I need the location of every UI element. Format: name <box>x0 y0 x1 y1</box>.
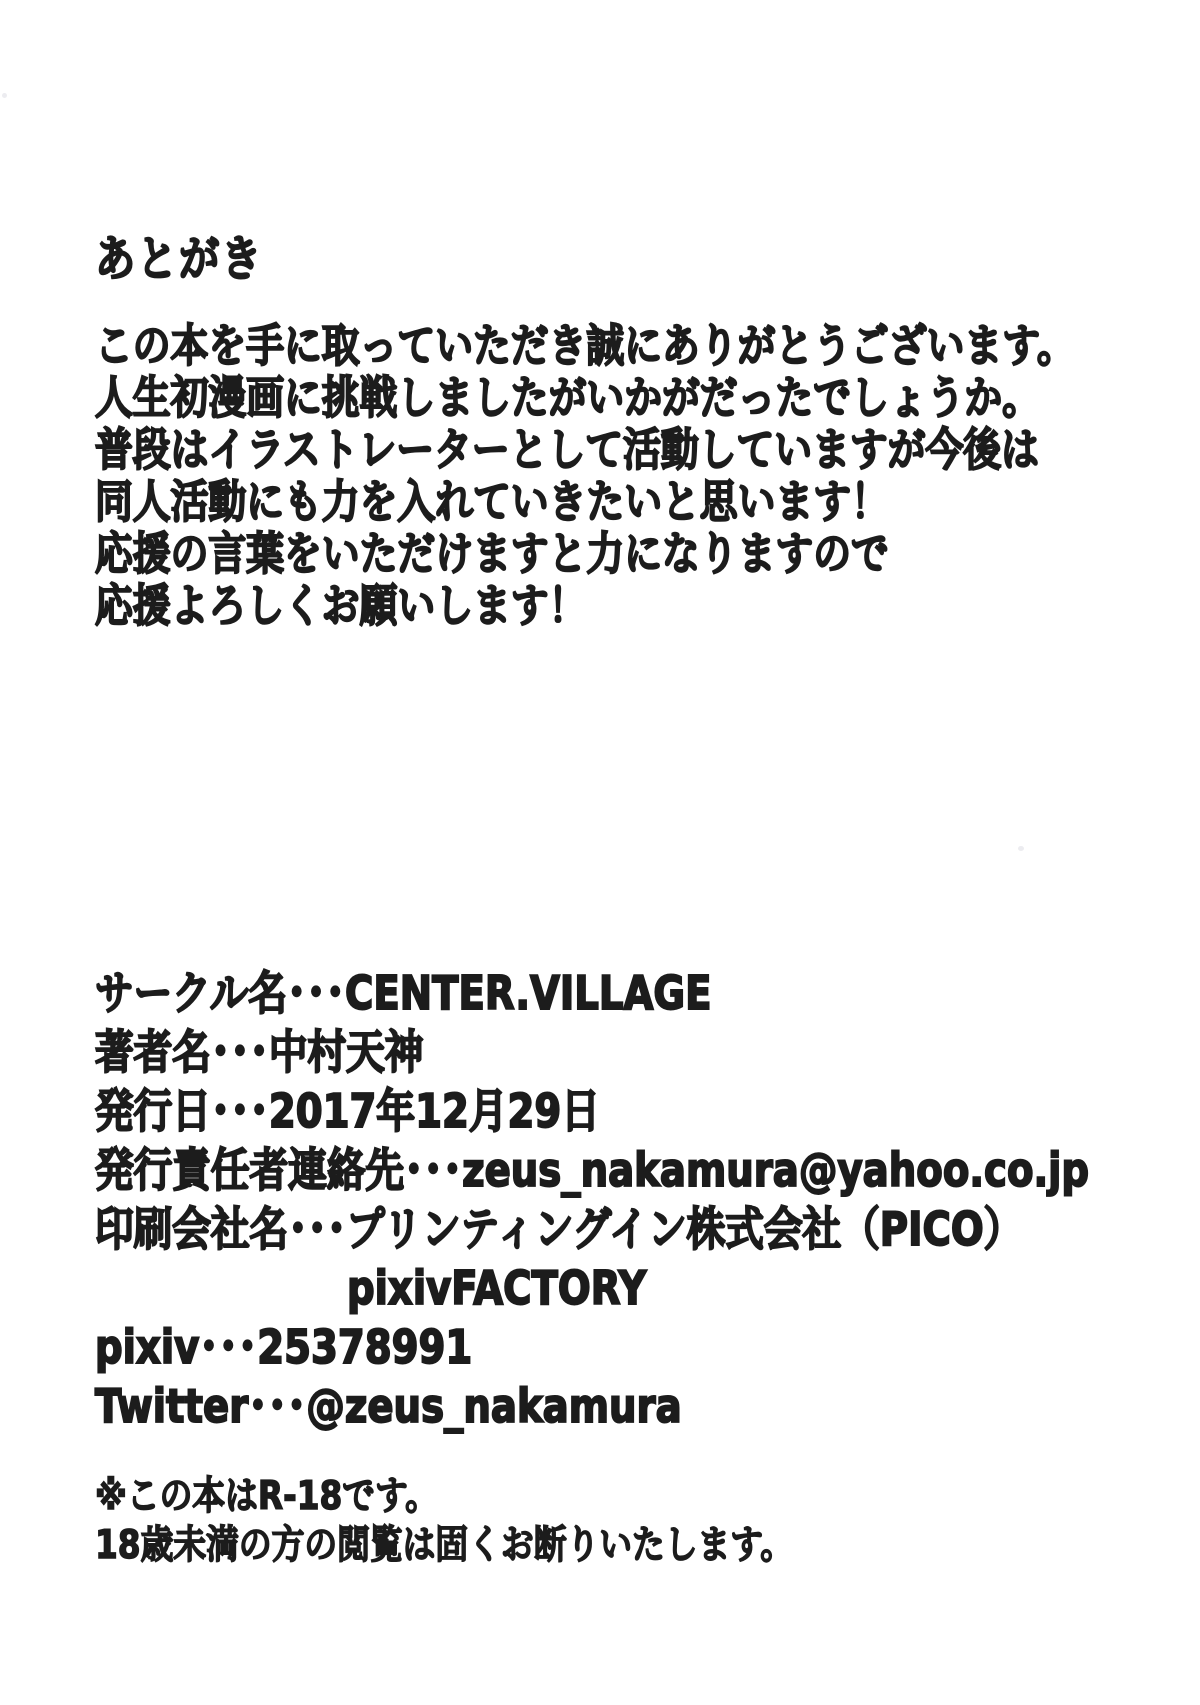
colophon-printer-name-2: pixivFACTORY <box>347 1261 647 1315</box>
afterword-line: 同人活動にも力を入れていきたいと思います！ <box>95 475 889 528</box>
rating-notice-line: 18歳未満の方の閲覧は固くお断りいたします。 <box>95 1523 794 1568</box>
colophon <box>95 964 1089 1436</box>
colophon-circle-name: サークル名･･･CENTER.VILLAGE <box>95 966 712 1020</box>
colophon-publish-date: 発行日･･･2017年12月29日 <box>95 1084 600 1138</box>
afterword-paragraph <box>95 320 1075 632</box>
page-title: あとがき <box>95 231 264 287</box>
afterword-line: 応援の言葉をいただけますと力になりますので <box>95 527 889 580</box>
page-title-block <box>95 220 263 289</box>
colophon-pixiv-id: pixiv･･･25378991 <box>95 1320 473 1374</box>
colophon-printer-name: 印刷会社名･･･プリンティングイン株式会社（PICO） <box>95 1202 1023 1256</box>
scan-speck <box>2 93 7 98</box>
colophon-contact-email: 発行責任者連絡先･･･zeus_nakamura@yahoo.co.jp <box>95 1143 1090 1197</box>
afterword-line: 普段はイラストレーターとして活動していますが今後は <box>95 423 1039 476</box>
scan-speck <box>1018 846 1024 851</box>
afterword-line: この本を手に取っていただき誠にありがとうございます。 <box>95 319 1075 372</box>
colophon-twitter-handle: Twitter･･･@zeus_nakamura <box>95 1379 682 1433</box>
colophon-author-name: 著者名･･･中村天神 <box>95 1025 424 1079</box>
rating-notice <box>95 1472 793 1570</box>
afterword-line: 人生初漫画に挑戦しましたがいかがだったでしょうか。 <box>95 371 1041 424</box>
rating-notice-line: ※この本はR-18です。 <box>95 1474 438 1519</box>
afterword-line: 応援よろしくお願いします！ <box>95 579 587 632</box>
